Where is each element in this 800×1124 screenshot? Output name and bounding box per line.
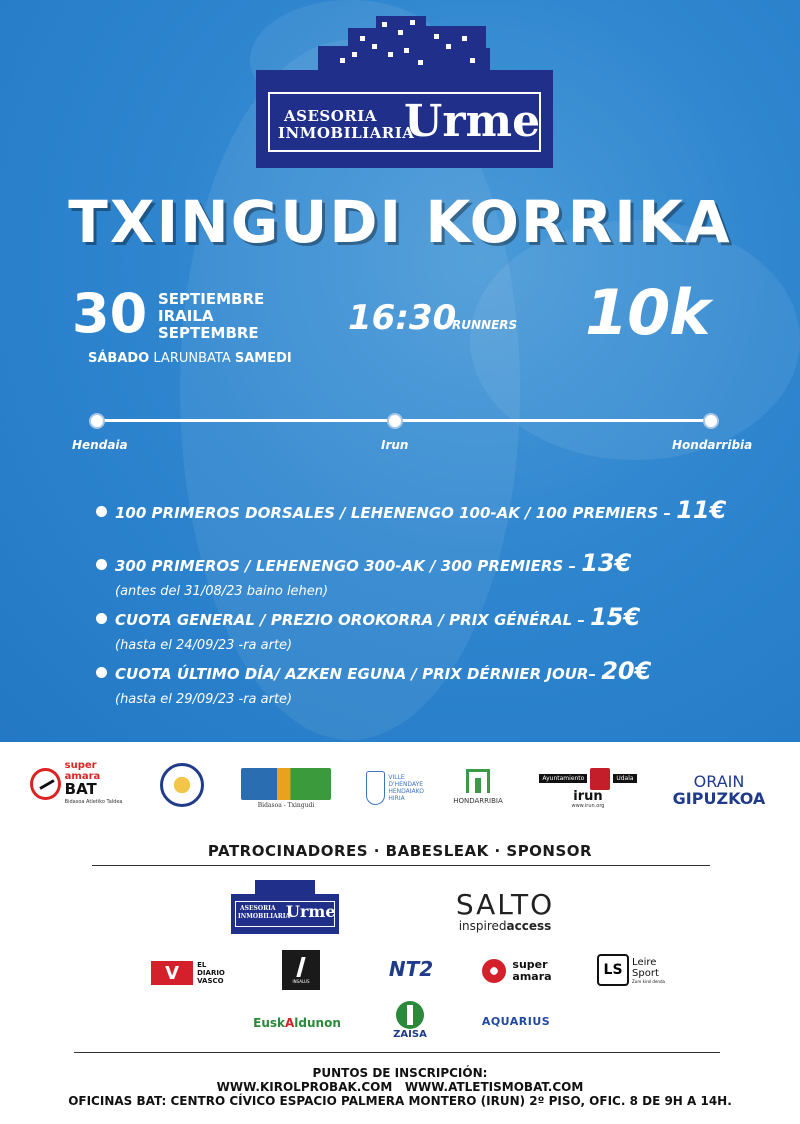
zaisa-road-icon <box>396 1001 424 1029</box>
sponsor-zaisa <box>386 998 434 1042</box>
window <box>410 20 415 25</box>
window <box>462 36 467 41</box>
price-amount: 11€ <box>676 496 727 524</box>
partner-bidasoa-txingudi <box>240 765 332 811</box>
event-time: 16:30 <box>348 298 457 338</box>
leire-mono: LS <box>597 954 629 986</box>
window <box>352 52 357 57</box>
bullet-icon <box>96 506 107 517</box>
hendaye-l1: VILLE <box>388 774 405 781</box>
irun-left: Ayuntamiento <box>539 774 587 783</box>
gipuzkoa-l2: GIPUZKOA <box>672 788 766 808</box>
insalus-label: INSALUS <box>292 978 310 984</box>
sponsor-urme-logo <box>231 880 339 934</box>
sponsor-leire-sport <box>594 950 668 990</box>
sponsor-aquarius <box>482 1008 550 1034</box>
salto-tag-b: access <box>506 919 552 933</box>
event-weekday <box>88 351 292 366</box>
window <box>360 36 365 41</box>
price-label: 100 PRIMEROS DORSALES / LEHENENGO 100-AK / 100 PREMIERS – <box>115 504 671 522</box>
weekday-fr: SAMEDI <box>234 351 292 366</box>
irun-web: www.irun.org <box>571 802 605 809</box>
logo-small-name: Urme <box>286 902 336 921</box>
partner-circular-emblem <box>156 763 208 807</box>
bullet-icon <box>96 667 107 678</box>
hondarribia-gate-icon <box>466 769 490 793</box>
partner-hondarribia <box>446 766 510 808</box>
event-distance: 10k <box>585 276 710 349</box>
irun-crest-icon <box>590 768 610 790</box>
price-amount: 15€ <box>590 603 641 631</box>
logo-plate-small <box>231 894 339 934</box>
window <box>372 44 377 49</box>
weekday-eu: LARUNBATA <box>153 351 231 366</box>
weekday-es: SÁBADO <box>88 351 150 366</box>
gipuzkoa-l1: ORAIN <box>693 771 745 791</box>
hendaye-l4: HIRIA <box>388 795 405 802</box>
route-stop-hondarribia: Hondarribia <box>672 438 753 452</box>
logo-small-line1: ASESORIA <box>240 905 276 912</box>
irun-name: irun <box>573 788 603 804</box>
logo-line1: ASESORIA <box>284 107 377 125</box>
event-time-label: RUNNERS <box>452 318 518 332</box>
month-es: SEPTIEMBRE <box>158 290 265 308</box>
logo-plate <box>256 70 553 168</box>
partner-superamara-bat <box>30 760 132 805</box>
hondarribia-label: HONDARRIBIA <box>453 797 503 805</box>
route-line <box>97 419 712 422</box>
hendaye-l3: HENDAIAKO <box>388 788 424 795</box>
sponsors-divider-top <box>92 865 710 866</box>
window <box>404 48 409 53</box>
bat-top: super amara <box>64 760 101 782</box>
window <box>382 22 387 27</box>
price-label: 300 PRIMEROS / LEHENENGO 300-AK / 300 PREMIERS – <box>115 557 576 575</box>
bullet-icon <box>96 613 107 624</box>
sponsor-salto <box>450 890 560 936</box>
bat-main: BAT <box>64 780 97 798</box>
window <box>446 44 451 49</box>
bidasoa-wave-icon <box>241 768 331 800</box>
nt2-label: NT2 <box>388 957 434 981</box>
eusk-start: Eusk <box>253 1016 285 1030</box>
registration-heading: PUNTOS DE INSCRIPCIÓN: <box>312 1066 488 1080</box>
event-months <box>158 291 264 342</box>
hendaye-crest-icon <box>366 771 385 805</box>
window <box>398 30 403 35</box>
event-day: 30 <box>72 282 148 345</box>
registration-websites: WWW.KIROLPROBAK.COM WWW.ATLETISMOBAT.COM <box>216 1080 584 1094</box>
bidasoa-label: Bidasoa - Txingudi <box>257 801 315 809</box>
window <box>388 52 393 57</box>
sponsor-superamara <box>476 956 558 986</box>
price-label: CUOTA GENERAL / PREZIO OROKORRA / PRIX GÉNÉRAL – <box>115 611 585 629</box>
runner-emblem-icon <box>30 768 61 800</box>
bat-sub: Bidasoa Atletiko Taldea <box>64 799 123 805</box>
window <box>418 60 423 65</box>
sponsor-nt2 <box>384 952 438 986</box>
window <box>434 34 439 39</box>
price-label: CUOTA ÚLTIMO DÍA/ AZKEN EGUNA / PRIX DÉRNIER JOUR– <box>115 665 596 683</box>
sponsor-diario-vasco <box>146 958 230 988</box>
sponsors-title: PATROCINADORES · BABESLEAK · SPONSOR <box>207 842 593 860</box>
route-stop-hondarribia-dot <box>703 413 719 429</box>
price-amount: 13€ <box>581 549 632 577</box>
price-row <box>96 603 640 631</box>
emblem-icon <box>160 763 204 807</box>
logo-name: Urme <box>404 96 541 147</box>
partner-gipuzkoa <box>664 770 774 810</box>
event-title: TXINGUDI KORRIKA <box>68 188 732 256</box>
eusk-a-icon: A <box>285 1016 295 1030</box>
sponsor-insalus <box>282 950 320 990</box>
leire-l2: Sport <box>632 967 659 979</box>
window <box>470 58 475 63</box>
superamara-l1: super <box>512 958 548 971</box>
hendaye-l2: D'HENDAYE <box>388 781 424 788</box>
dv-l3: VASCO <box>197 977 224 985</box>
price-note: (hasta el 29/09/23 -ra arte) <box>115 692 293 707</box>
superamara-l2: amara <box>512 970 552 983</box>
insalus-mark-icon <box>296 957 305 977</box>
eusk-end: ldunon <box>294 1016 341 1030</box>
window <box>340 58 345 63</box>
logo-border <box>268 92 541 152</box>
salto-tag-a: inspired <box>458 919 507 933</box>
price-note: (antes del 31/08/23 baino lehen) <box>115 584 329 599</box>
partner-hendaye <box>366 764 424 812</box>
logo-small-line2: INMOBILIARIA <box>238 913 291 920</box>
price-note: (hasta el 24/09/23 -ra arte) <box>115 638 293 653</box>
leire-sub: Zure kirol denda <box>632 978 665 984</box>
sponsors-divider-bottom <box>74 1052 720 1053</box>
route-stop-hendaia: Hendaia <box>72 438 128 452</box>
dv-v-icon: V <box>151 961 193 985</box>
price-row <box>96 549 631 577</box>
price-row <box>96 496 726 524</box>
price-amount: 20€ <box>601 657 652 685</box>
dv-l1: EL <box>197 961 207 969</box>
bullet-icon <box>96 559 107 570</box>
logo-line2: INMOBILIARIA <box>278 124 415 142</box>
dv-l2: DIARIO <box>197 969 225 977</box>
month-eu: IRAILA <box>158 307 214 325</box>
registration-office: OFICINAS BAT: CENTRO CÍVICO ESPACIO PALMERA MONTERO (IRUN) 2º PISO, OFIC. 8 DE 9H A 14H. <box>68 1094 732 1108</box>
route-stop-irun: Irun <box>381 438 409 452</box>
price-row <box>96 657 651 685</box>
salto-name: SALTO <box>455 888 555 921</box>
leire-l1: Leire <box>632 956 657 968</box>
irun-right: Udala <box>613 774 636 783</box>
aquarius-label: AQUARIUS <box>481 1014 551 1028</box>
sponsor-euskaldunon <box>252 1010 342 1036</box>
superamara-flower-icon <box>482 959 506 983</box>
month-fr: SEPTEMBRE <box>158 324 259 342</box>
partner-irun <box>532 764 644 812</box>
route-stop-hendaia-dot <box>89 413 105 429</box>
route-stop-irun-dot <box>387 413 403 429</box>
zaisa-label: ZAISA <box>393 1028 427 1040</box>
